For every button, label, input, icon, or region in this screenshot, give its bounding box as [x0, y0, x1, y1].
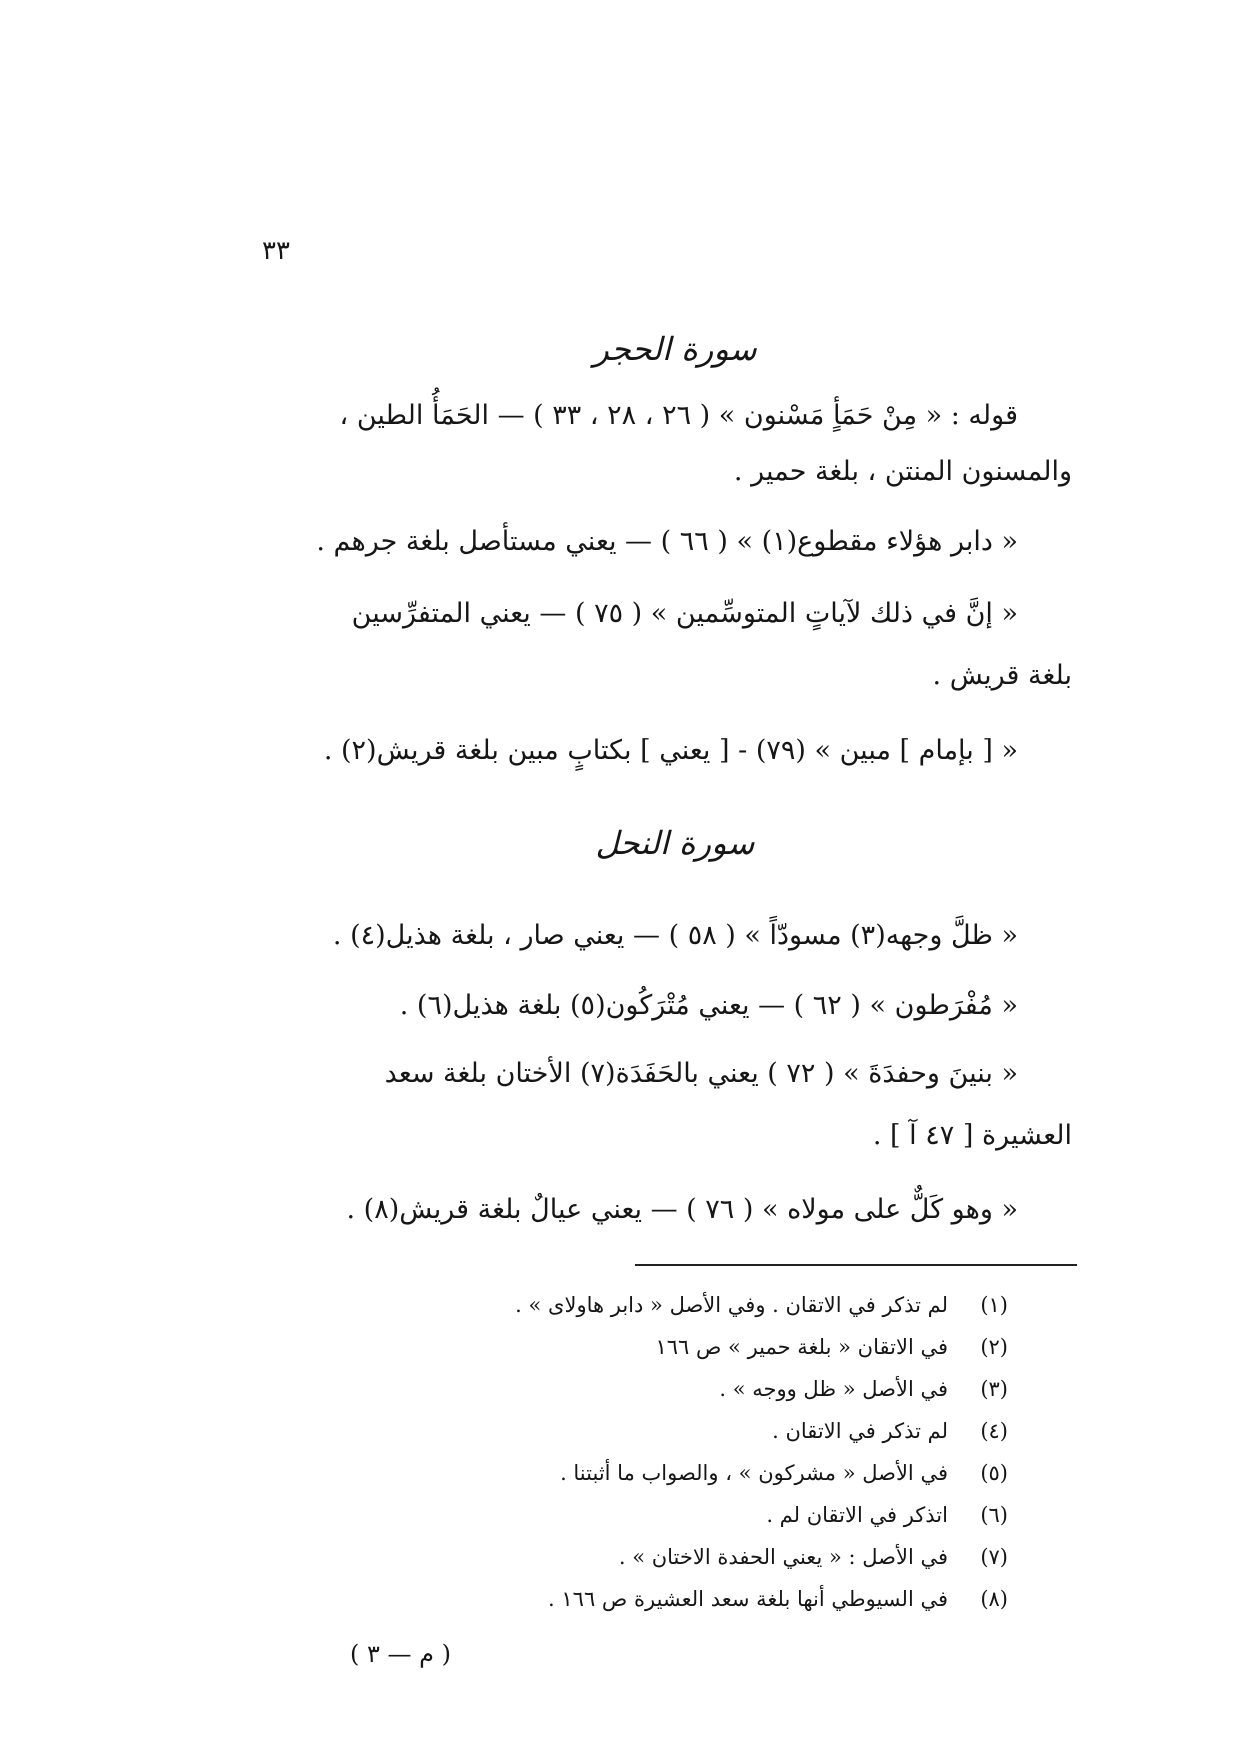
footnote-text: في السيوطي أنها بلغة سعد العشيرة ص ١٦٦ .	[548, 1587, 948, 1611]
footnote-text: في الأصل « مشركون » ، والصواب ما أثبتنا .	[560, 1461, 948, 1485]
entry-text: « دابر هؤلاء مقطوع(١) » ( ٦٦ ) — يعني مستأصل بلغة جرهم .	[316, 526, 1018, 557]
entry-text: « ظلَّ وجهه(٣) مسودّاً » ( ٥٨ ) — يعني صار ، بلغة هذيل(٤) .	[332, 920, 1018, 951]
page-number: ٣٣	[262, 236, 290, 266]
footnote-text: في الأصل : « يعني الحفدة الاختان » .	[618, 1545, 948, 1569]
footnote-text: لم تذكر في الاتقان .	[772, 1419, 948, 1443]
entry-text: قوله : « مِنْ حَمَأٍ مَسْنون » ( ٢٦ ، ٢٨ ، ٣٣ ) — الحَمَأُ الطين ،	[339, 400, 1018, 431]
footnote	[188, 1326, 1008, 1368]
footnote-text: في الاتقان « بلغة حمير » ص ١٦٦	[655, 1335, 948, 1359]
footnote-text: اتذكر في الاتقان لم .	[766, 1503, 948, 1527]
footnote-divider	[635, 1264, 1077, 1266]
footnote	[188, 1452, 1008, 1494]
footnote-number: (٥)	[980, 1461, 1008, 1485]
footnote-number: (٤)	[980, 1419, 1008, 1443]
surah-heading-al-hijr: سورة الحجر	[593, 330, 757, 368]
footnote	[188, 1368, 1008, 1410]
footnote	[188, 1494, 1008, 1536]
footnote	[188, 1578, 1008, 1620]
entry-text: والمسنون المنتن ، بلغة حمير .	[733, 456, 1072, 487]
signature-mark: ( م — ٣ )	[350, 1640, 451, 1668]
footnote-number: (٦)	[980, 1503, 1008, 1527]
footnote-text: في الأصل « ظل ووجه » .	[719, 1377, 948, 1401]
entry-text: « بنينَ وحفدَةَ » ( ٧٢ ) يعني بالحَفَدَة(٧) الأختان بلغة سعد	[384, 1058, 1018, 1089]
footnote	[188, 1536, 1008, 1578]
footnote-text: لم تذكر في الاتقان . وفي الأصل « دابر هاولاى » .	[515, 1293, 948, 1317]
entry-text: بلغة قريش .	[932, 660, 1072, 691]
footnote	[188, 1284, 1008, 1326]
entry-text: « وهو كَلٌّ على مولاه » ( ٧٦ ) — يعني عيالٌ بلغة قريش(٨) .	[346, 1194, 1018, 1225]
surah-heading-an-nahl: سورة النحل	[595, 824, 755, 862]
footnote-number: (٢)	[980, 1335, 1008, 1359]
entry-text: « [ بإمام ] مبين » (٧٩) - [ يعني ] بكتابٍ مبين بلغة قريش(٢) .	[323, 735, 1018, 766]
entry-text: « إنَّ في ذلك لآياتٍ المتوسِّمين » ( ٧٥ ) — يعني المتفرِّسين	[351, 598, 1018, 629]
footnotes	[188, 1284, 1008, 1620]
entry-text: العشيرة [ ٤٧ آ ] .	[872, 1120, 1072, 1151]
entry-text: « مُفْرَطون » ( ٦٢ ) — يعني مُتْرَكُون(٥) بلغة هذيل(٦) .	[399, 990, 1018, 1021]
footnote-number: (٣)	[980, 1377, 1008, 1401]
footnote-number: (١)	[980, 1293, 1008, 1317]
footnote-number: (٧)	[980, 1545, 1008, 1569]
footnote	[188, 1410, 1008, 1452]
footnote-number: (٨)	[980, 1587, 1008, 1611]
